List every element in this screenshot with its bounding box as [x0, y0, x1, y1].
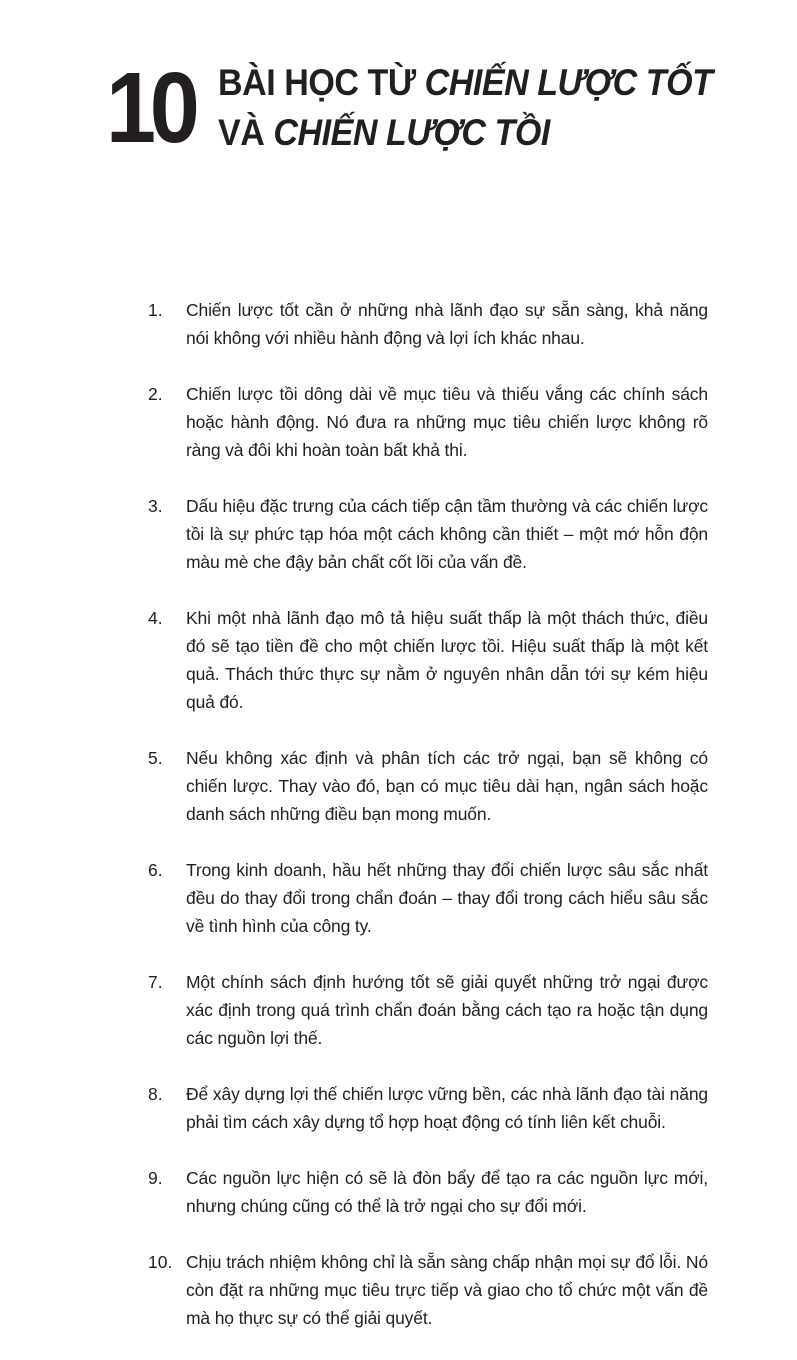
lesson-text: Các nguồn lực hiện có sẽ là đòn bẩy để tạo ra các nguồn lực mới, nhưng chúng cũng có thể là trở ngại cho sự đổi mới. — [186, 1168, 708, 1216]
heading-line-2 — [218, 108, 712, 158]
lesson-item-2 — [148, 380, 708, 464]
chapter-heading — [106, 52, 755, 164]
lesson-item-9 — [148, 1164, 708, 1220]
heading-line-2-italic: CHIẾN LƯỢC TỒI — [273, 112, 550, 153]
lesson-item-10 — [148, 1248, 708, 1332]
lesson-text: Khi một nhà lãnh đạo mô tả hiệu suất thấp là một thách thức, điều đó sẽ tạo tiền đề cho một chiến lược tồi. Hiệu suất thấp là một kết quả. Thách thức thực sự nằm ở nguyên nhân dẫn tới sự kém hiệu quả đó. — [186, 608, 708, 712]
lesson-number: 2. — [148, 384, 163, 404]
lessons-list — [148, 296, 708, 1360]
heading-line-1-italic: CHIẾN LƯỢC TỐT — [424, 62, 713, 103]
heading-line-2-plain: VÀ — [218, 112, 274, 153]
lesson-item-1 — [148, 296, 708, 352]
lesson-text: Chiến lược tồi dông dài về mục tiêu và thiếu vắng các chính sách hoặc hành động. Nó đưa ra những mục tiêu chiến lược không rõ ràng và đôi khi hoàn toàn bất khả thi. — [186, 384, 708, 460]
lesson-number: 6. — [148, 860, 163, 880]
lesson-item-6 — [148, 856, 708, 940]
lesson-text: Dấu hiệu đặc trưng của cách tiếp cận tầm thường và các chiến lược tồi là sự phức tạp hóa một cách không cần thiết – một mớ hỗn độn màu mè che đậy bản chất cốt lõi của vấn đề. — [186, 496, 708, 572]
lesson-item-3 — [148, 492, 708, 576]
lesson-number: 7. — [148, 972, 163, 992]
lesson-number: 3. — [148, 496, 163, 516]
lesson-text: Chiến lược tốt cần ở những nhà lãnh đạo sự sẵn sàng, khả năng nói không với nhiều hành động và lợi ích khác nhau. — [186, 300, 708, 348]
lesson-item-8 — [148, 1080, 708, 1136]
lesson-item-4 — [148, 604, 708, 716]
lesson-number: 10. — [148, 1252, 173, 1272]
lesson-number: 8. — [148, 1084, 163, 1104]
lesson-text: Một chính sách định hướng tốt sẽ giải quyết những trở ngại được xác định trong quá trình chẩn đoán bằng cách tạo ra hoặc tận dụng các nguồn lợi thế. — [186, 972, 708, 1048]
lesson-text: Trong kinh doanh, hầu hết những thay đổi chiến lược sâu sắc nhất đều do thay đổi trong chẩn đoán – thay đổi trong cách hiểu sâu sắc về tình hình của công ty. — [186, 860, 708, 936]
lesson-text: Để xây dựng lợi thế chiến lược vững bền, các nhà lãnh đạo tài năng phải tìm cách xây dựng tổ hợp hoạt động có tính liên kết chuỗi. — [186, 1084, 708, 1132]
heading-title — [218, 58, 755, 158]
lesson-text: Chịu trách nhiệm không chỉ là sẵn sàng chấp nhận mọi sự đổ lỗi. Nó còn đặt ra những mục tiêu trực tiếp và giao cho tổ chức một vấn đề mà họ thực sự có thể giải quyết. — [186, 1252, 708, 1328]
lesson-number: 9. — [148, 1168, 163, 1188]
lesson-number: 4. — [148, 608, 163, 628]
heading-number: 10 — [106, 52, 194, 164]
lesson-item-5 — [148, 744, 708, 828]
lesson-number: 5. — [148, 748, 163, 768]
lesson-item-7 — [148, 968, 708, 1052]
lesson-text: Nếu không xác định và phân tích các trở ngại, bạn sẽ không có chiến lược. Thay vào đó, bạn có mục tiêu dài hạn, ngân sách hoặc danh sách những điều bạn mong muốn. — [186, 748, 708, 824]
lesson-number: 1. — [148, 300, 163, 320]
heading-line-1 — [218, 58, 712, 108]
heading-line-1-plain: BÀI HỌC TỪ — [218, 62, 425, 103]
